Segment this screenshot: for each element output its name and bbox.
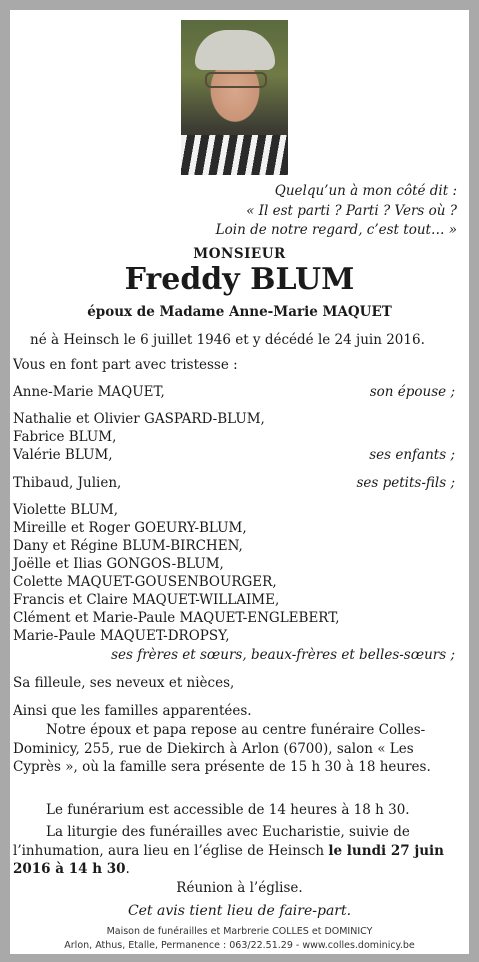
liturgy-end: . bbox=[125, 861, 130, 877]
liturgy-date: le lundi 27 juin 2016 à 14 h 30 bbox=[13, 842, 444, 877]
grandchildren-group bbox=[13, 474, 455, 492]
meeting-line: Réunion à l’église. bbox=[176, 880, 303, 896]
role-label: ses enfants ; bbox=[369, 447, 455, 463]
family-name: Francis et Claire MAQUET-WILLAIME, bbox=[13, 592, 280, 608]
family-name: Mireille et Roger GOEURY-BLUM, bbox=[13, 520, 247, 536]
portrait-glasses bbox=[205, 72, 267, 88]
deceased-name: Freddy BLUM bbox=[124, 262, 355, 297]
family-name: Clément et Marie-Paule MAQUET-ENGLEBERT, bbox=[13, 610, 340, 626]
family-name: Violette BLUM, bbox=[13, 502, 119, 518]
footer-contact: Arlon, Athus, Etalle, Permanence : 063/22.51.29 - www.colles.dominicy.be bbox=[64, 940, 415, 951]
family-name: Joëlle et Ilias GONGOS-BLUM, bbox=[13, 556, 224, 572]
rest-paragraph: Notre époux et papa repose au centre funéraire Colles-Dominicy, 255, rue de Diekirch à Arlon (6700), salon « Les Cyprès », où la famille sera présente de 15 h 30 à 18 heures. bbox=[13, 722, 431, 775]
role-label: ses frères et sœurs, beaux-frères et belles-sœurs ; bbox=[111, 647, 455, 663]
family-name: Dany et Régine BLUM-BIRCHEN, bbox=[13, 538, 243, 554]
footer-company: Maison de funérailles et Marbrerie COLLES et DOMINICY bbox=[106, 926, 373, 937]
birth-death-line: né à Heinsch le 6 juillet 1946 et y décédé le 24 juin 2016. bbox=[30, 332, 425, 348]
family-name: Thibaud, Julien, bbox=[13, 475, 122, 491]
obituary-notice bbox=[10, 10, 469, 954]
quote-line: Loin de notre regard, c’est tout… » bbox=[215, 222, 457, 238]
spouse-group bbox=[13, 383, 455, 401]
families-line: Ainsi que les familles apparentées. bbox=[13, 703, 252, 719]
intro-line: Vous en font part avec tristesse : bbox=[13, 357, 238, 373]
siblings-role bbox=[13, 646, 455, 664]
family-name: Colette MAQUET-GOUSENBOURGER, bbox=[13, 574, 277, 590]
role-label: son épouse ; bbox=[369, 384, 455, 400]
role-label: ses petits-fils ; bbox=[356, 475, 455, 491]
liturgy-text: La liturgie des funérailles avec Eucharistie, suivie de l’inhumation, aura lieu en l’église de Heinsch bbox=[13, 824, 410, 859]
family-name: Anne-Marie MAQUET, bbox=[13, 384, 165, 400]
family-name: Marie-Paule MAQUET-DROPSY, bbox=[13, 628, 230, 644]
notice-line: Cet avis tient lieu de faire-part. bbox=[127, 903, 352, 919]
poem-quote bbox=[216, 182, 457, 241]
funerarium-paragraph: Le funérarium est accessible de 14 heures à 18 h 30. bbox=[46, 802, 410, 818]
children-group bbox=[13, 446, 455, 464]
portrait-shirt bbox=[181, 135, 288, 175]
liturgy-paragraph bbox=[13, 823, 456, 879]
portrait-hair bbox=[195, 30, 275, 70]
portrait-photo bbox=[181, 20, 288, 175]
quote-line: « Il est parti ? Parti ? Vers où ? bbox=[246, 202, 457, 219]
family-name: Nathalie et Olivier GASPARD-BLUM, bbox=[13, 411, 265, 427]
quote-line: Quelqu’un à mon côté dit : bbox=[274, 183, 457, 199]
godchild-line: Sa filleule, ses neveux et nièces, bbox=[13, 675, 235, 691]
family-name: Fabrice BLUM, bbox=[13, 429, 117, 445]
spouse-line: époux de Madame Anne-Marie MAQUET bbox=[87, 304, 392, 320]
honorific: MONSIEUR bbox=[193, 246, 286, 262]
family-name: Valérie BLUM, bbox=[13, 447, 113, 463]
